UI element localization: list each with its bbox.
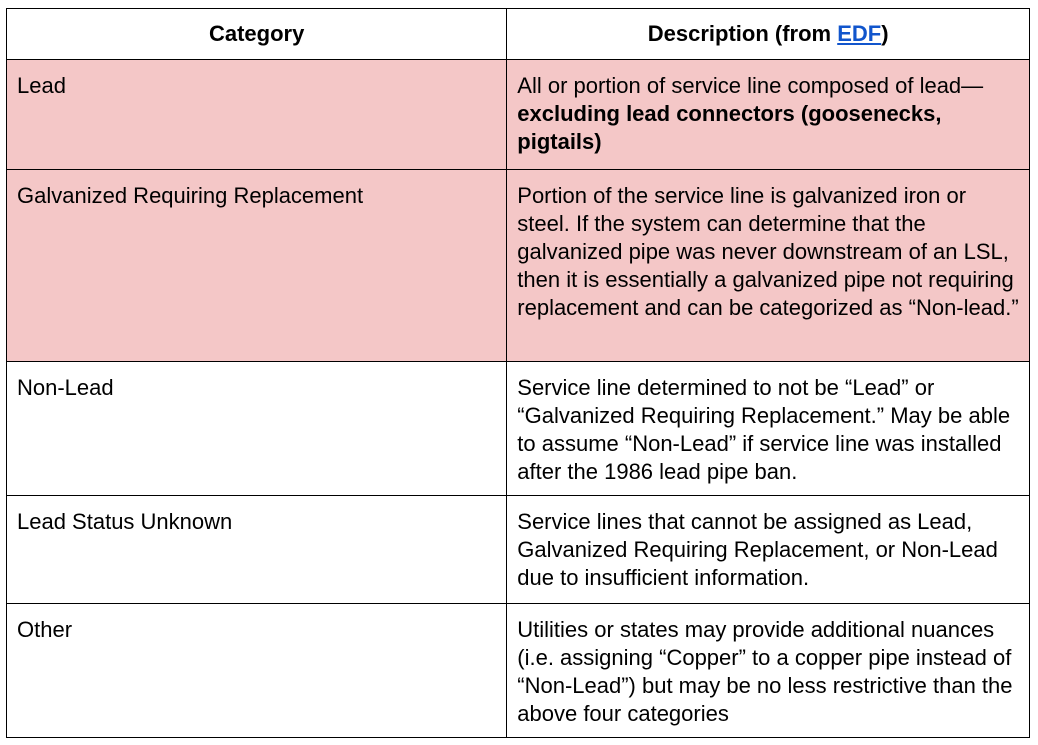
table-row (7, 60, 1030, 170)
category-cell (7, 60, 507, 170)
description-text: All or portion of service line composed of lead— (517, 73, 984, 98)
table-row (7, 496, 1030, 604)
category-cell (7, 362, 507, 496)
description-cell (507, 362, 1030, 496)
description-cell (507, 60, 1030, 170)
header-description-prefix: Description (from (647, 21, 838, 46)
category-label: Non-Lead (17, 375, 114, 400)
description-text: Service lines that cannot be assigned as Lead, Galvanized Requiring Replacement, or Non-Lead due to insufficient information. (517, 509, 998, 590)
category-label: Galvanized Requiring Replacement (17, 183, 364, 208)
category-cell (7, 496, 507, 604)
service-line-category-table (6, 8, 1030, 738)
description-cell (507, 170, 1030, 362)
table-row (7, 362, 1030, 496)
header-description-suffix: ) (881, 21, 889, 46)
category-label: Other (17, 617, 73, 642)
header-category (7, 9, 507, 60)
header-description (507, 9, 1030, 60)
description-text: Service line determined to not be “Lead” or “Galvanized Requiring Replacement.” May be able to assume “Non-Lead” if service line was installed after the 1986 lead pipe ban. (517, 375, 1011, 484)
description-text: Utilities or states may provide additional nuances (i.e. assigning “Copper” to a copper pipe instead of “Non-Lead”) but may be no less restrictive than the above four categories (517, 617, 1013, 726)
category-label: Lead (17, 73, 66, 98)
table-header-row (7, 9, 1030, 60)
table-row (7, 604, 1030, 738)
description-cell (507, 604, 1030, 738)
table-row (7, 170, 1030, 362)
edf-link[interactable]: EDF (837, 21, 882, 46)
header-category-label: Category (208, 21, 305, 46)
description-cell (507, 496, 1030, 604)
category-cell (7, 170, 507, 362)
category-label: Lead Status Unknown (17, 509, 233, 534)
description-bold-text: excluding lead connectors (goosenecks, pigtails) (517, 101, 942, 154)
category-cell (7, 604, 507, 738)
description-text: Portion of the service line is galvanized iron or steel. If the system can determine that the galvanized pipe was never downstream of an LSL, then it is essentially a galvanized pipe not requiring replacement and can be categorized as “Non-lead.” (517, 183, 1019, 320)
